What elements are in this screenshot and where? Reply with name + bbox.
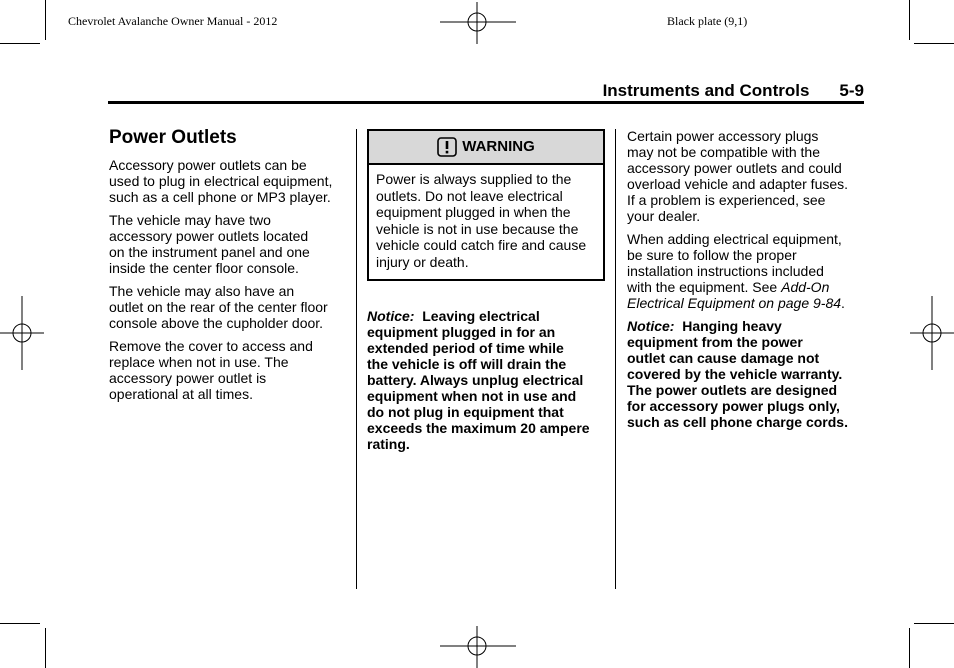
paragraph-end: . — [841, 295, 845, 311]
running-head — [603, 81, 864, 101]
paragraph-text: When adding electrical equipment, be sure to follow the proper installation instructions included with the equipment. See — [627, 231, 842, 295]
crop-mark — [45, 628, 46, 668]
notice-label: Notice: — [627, 318, 675, 334]
crop-mark — [909, 628, 910, 668]
header-rule — [108, 101, 864, 104]
notice — [367, 308, 607, 452]
paragraph: Remove the cover to access and replace when not in use. The accessory power outlet is operational at all times. — [109, 338, 313, 402]
warning-text: Power is always supplied to the outlets. Do not leave electrical equipment plugged in when the vehicle is not in use because the vehicle could catch fire and cause injury or death. — [376, 171, 587, 270]
print-header-plate: Black plate (9,1) — [667, 14, 748, 28]
warning-box — [367, 129, 605, 281]
print-header-title: Chevrolet Avalanche Owner Manual - 2012 — [68, 14, 278, 28]
crop-mark — [45, 0, 46, 40]
notice-label: Notice: — [367, 308, 415, 324]
crop-mark — [914, 623, 954, 624]
crop-mark — [0, 623, 40, 624]
registration-target-icon — [440, 626, 516, 668]
column-1 — [109, 127, 349, 409]
warning-icon — [437, 137, 457, 157]
warning-label: WARNING — [462, 138, 535, 155]
paragraph: Accessory power outlets can be used to plug in electrical equipment, such as a cell phone or MP3 player. — [109, 157, 333, 205]
notice-text: Hanging heavy equipment from the power outlet can cause damage not covered by the vehicle warranty. The power outlets are designed for accessory power plugs only, such as cell phone charge cords. — [627, 318, 848, 430]
paragraph — [627, 231, 867, 311]
paragraph: The vehicle may also have an outlet on the rear of the center floor console above the cupholder door. — [109, 283, 328, 331]
paragraph: Certain power accessory plugs may not be compatible with the accessory power outlets and could overload vehicle and adapter fuses. If a problem is experienced, see your dealer. — [627, 128, 849, 224]
column-divider — [356, 129, 357, 589]
notice-text: Leaving electrical equipment plugged in for an extended period of time while the vehicle is off will drain the battery. Always unplug electrical equipment when not in use and do not plug in equipment that exceeds the maximum 20 ampere rating. — [367, 308, 590, 452]
warning-header — [369, 131, 603, 165]
cross-reference-link[interactable]: Add-On Electrical Equipment on page 9-84 — [627, 279, 842, 311]
paragraph: The vehicle may have two accessory power outlets located on the instrument panel and one inside the center floor console. — [109, 212, 310, 276]
registration-target-icon — [440, 2, 516, 44]
notice — [627, 318, 867, 430]
registration-target-icon — [0, 296, 44, 370]
column-divider — [615, 129, 616, 589]
column-3 — [627, 128, 867, 430]
page-number: 5-9 — [839, 81, 864, 100]
column-2 — [367, 129, 607, 452]
crop-mark — [909, 0, 910, 40]
section-title: Power Outlets — [109, 127, 237, 148]
crop-mark — [0, 43, 40, 44]
registration-target-icon — [910, 296, 954, 370]
crop-mark — [914, 43, 954, 44]
section-name: Instruments and Controls — [602, 81, 810, 100]
